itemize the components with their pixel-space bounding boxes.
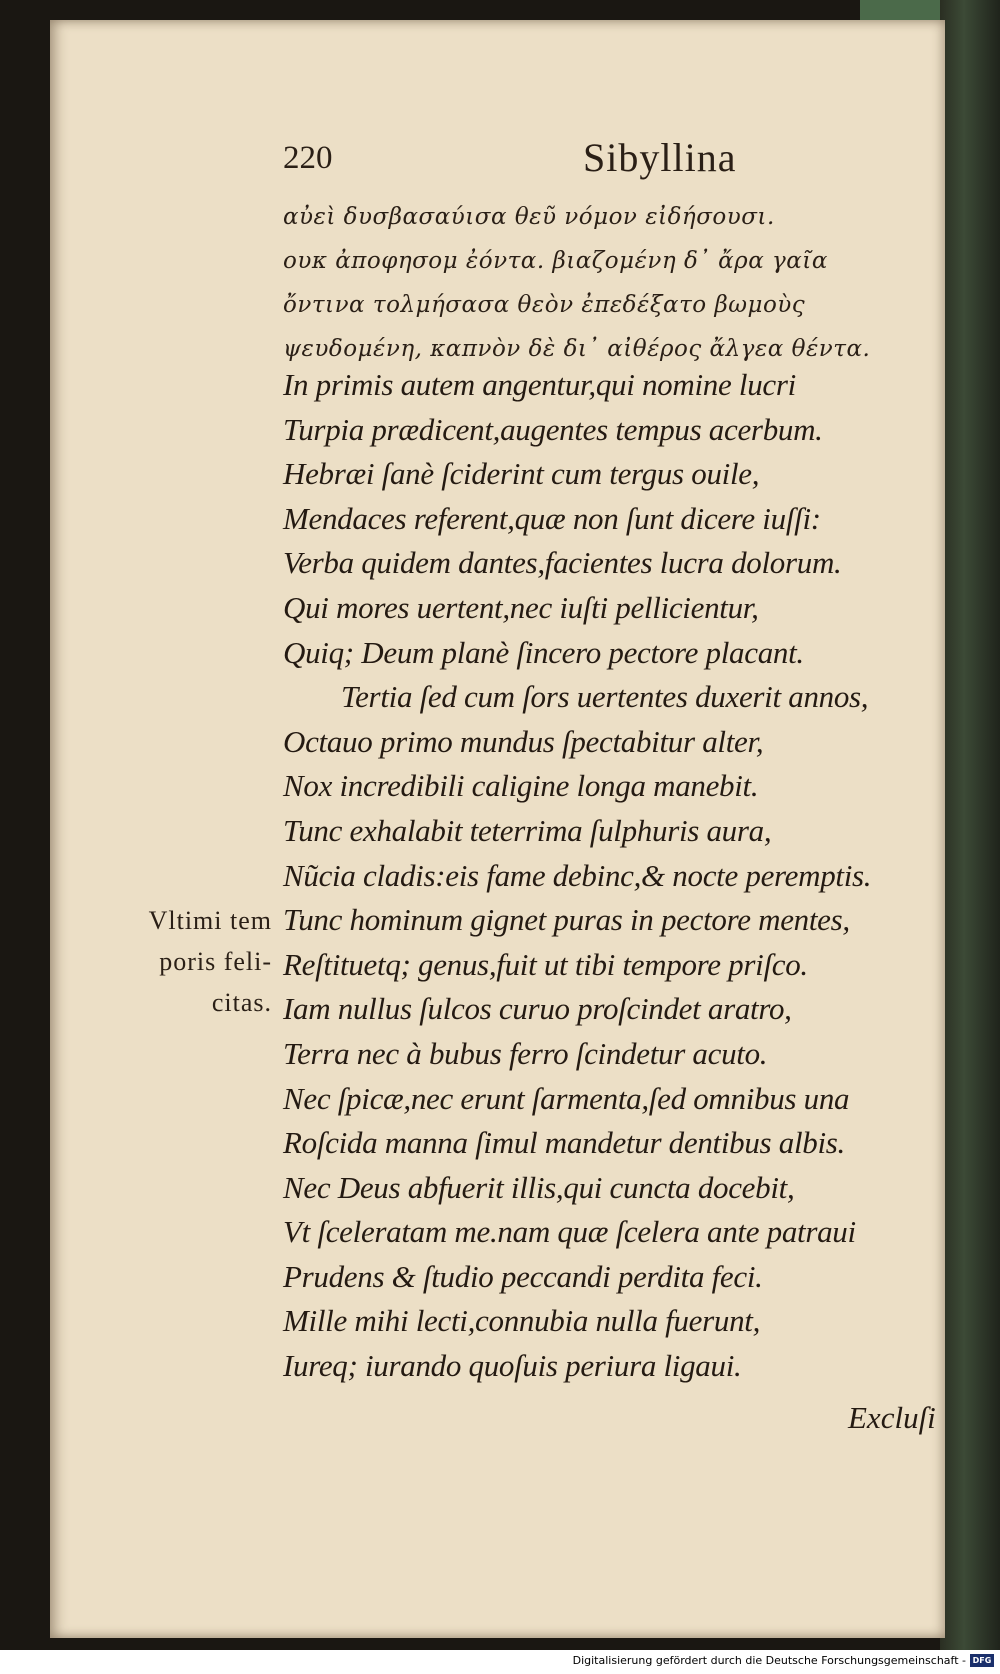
- page-header: [283, 135, 783, 190]
- verse-line: Vt ſceleratam me.nam quæ ſcelera ante patraui: [283, 1214, 856, 1250]
- marginal-note-line: citas.: [211, 988, 272, 1017]
- verse-line: Verba quidem dantes,facientes lucra dolorum.: [283, 545, 842, 581]
- verse-line: Reſtituetq; genus,fuit ut tibi tempore priſco.: [283, 946, 808, 982]
- verse-line: Tunc exhalabit teterrima ſulphuris aura,: [283, 812, 772, 848]
- greek-line: ουκ ἀποφησομ ἐόντα. βιαζομένη δ᾽ ἄρα γαῖα: [283, 248, 828, 274]
- verse-line: In primis autem angentur,qui nomine lucri: [283, 367, 796, 402]
- verse-line: Octauo primo mundus ſpectabitur alter,: [283, 723, 764, 759]
- verse-line: Prudens & ſtudio peccandi perdita feci.: [283, 1258, 763, 1294]
- verse-line: Nec Deus abfuerit illis,qui cuncta docebit,: [283, 1169, 795, 1205]
- catchword: Excluſi: [848, 1400, 936, 1435]
- verse-line: Qui mores uertent,nec iuſti pellicientur,: [283, 589, 759, 625]
- verse-line: Terra nec à bubus ferro ſcindetur acuto.: [283, 1035, 768, 1071]
- running-head: Sibyllina: [583, 135, 737, 180]
- digitization-footer: [0, 1650, 1000, 1674]
- dfg-logo-icon: DFG: [970, 1654, 994, 1667]
- verse-line: Nox incredibili caligine longa manebit.: [283, 768, 759, 804]
- verse-line: Turpia prædicent,augentes tempus acerbum.: [283, 411, 823, 447]
- book-cover-edge: [940, 0, 1000, 1650]
- greek-line: ὄντινα τολμήσασα θεὸν ἐπεδέξατο βωμοὺς: [283, 292, 806, 318]
- marginal-note-line: poris feli-: [159, 947, 272, 976]
- verse-line: Mille mihi lecti,connubia nulla fuerunt,: [283, 1303, 761, 1339]
- verse-line: Tertia ſed cum ſors uertentes duxerit annos,: [341, 679, 869, 715]
- page-number: 220: [283, 140, 333, 176]
- verse-line: Nũcia cladis:eis fame debinc,& nocte peremptis.: [283, 857, 872, 893]
- verse-line: Iureq; iurando quoſuis periura ligaui.: [283, 1348, 742, 1384]
- latin-verse-block: [283, 363, 938, 1389]
- verse-line: Mendaces referent,quæ non ſunt dicere iuſſi:: [283, 500, 821, 536]
- greek-line: ψευδομένη, καπνὸν δὲ δι᾽ αἰθέρος ἄλγεα θέντα.: [283, 336, 871, 362]
- verse-line: Quiq; Deum planè ſincero pectore placant.: [283, 634, 804, 670]
- greek-verse-block: [283, 195, 933, 371]
- verse-line: Nec ſpicæ,nec erunt ſarmenta,ſed omnibus una: [283, 1080, 850, 1116]
- marginal-note-line: Vltimi tem: [148, 906, 272, 935]
- verse-line: Hebræi ſanè ſciderint cum tergus ouile,: [283, 456, 760, 492]
- marginal-note: [100, 900, 272, 1023]
- verse-line: Roſcida manna ſimul mandetur dentibus albis.: [283, 1125, 845, 1161]
- greek-line: αὐεὶ δυσβασαύισα θεῦ νόμον εἰδήσουσι.: [283, 204, 775, 230]
- verse-line: Tunc hominum gignet puras in pectore mentes,: [283, 902, 850, 938]
- verse-line: Iam nullus ſulcos curuo proſcindet aratro,: [283, 991, 792, 1027]
- footer-credit: Digitalisierung gefördert durch die Deutsche Forschungsgemeinschaft -: [572, 1654, 966, 1667]
